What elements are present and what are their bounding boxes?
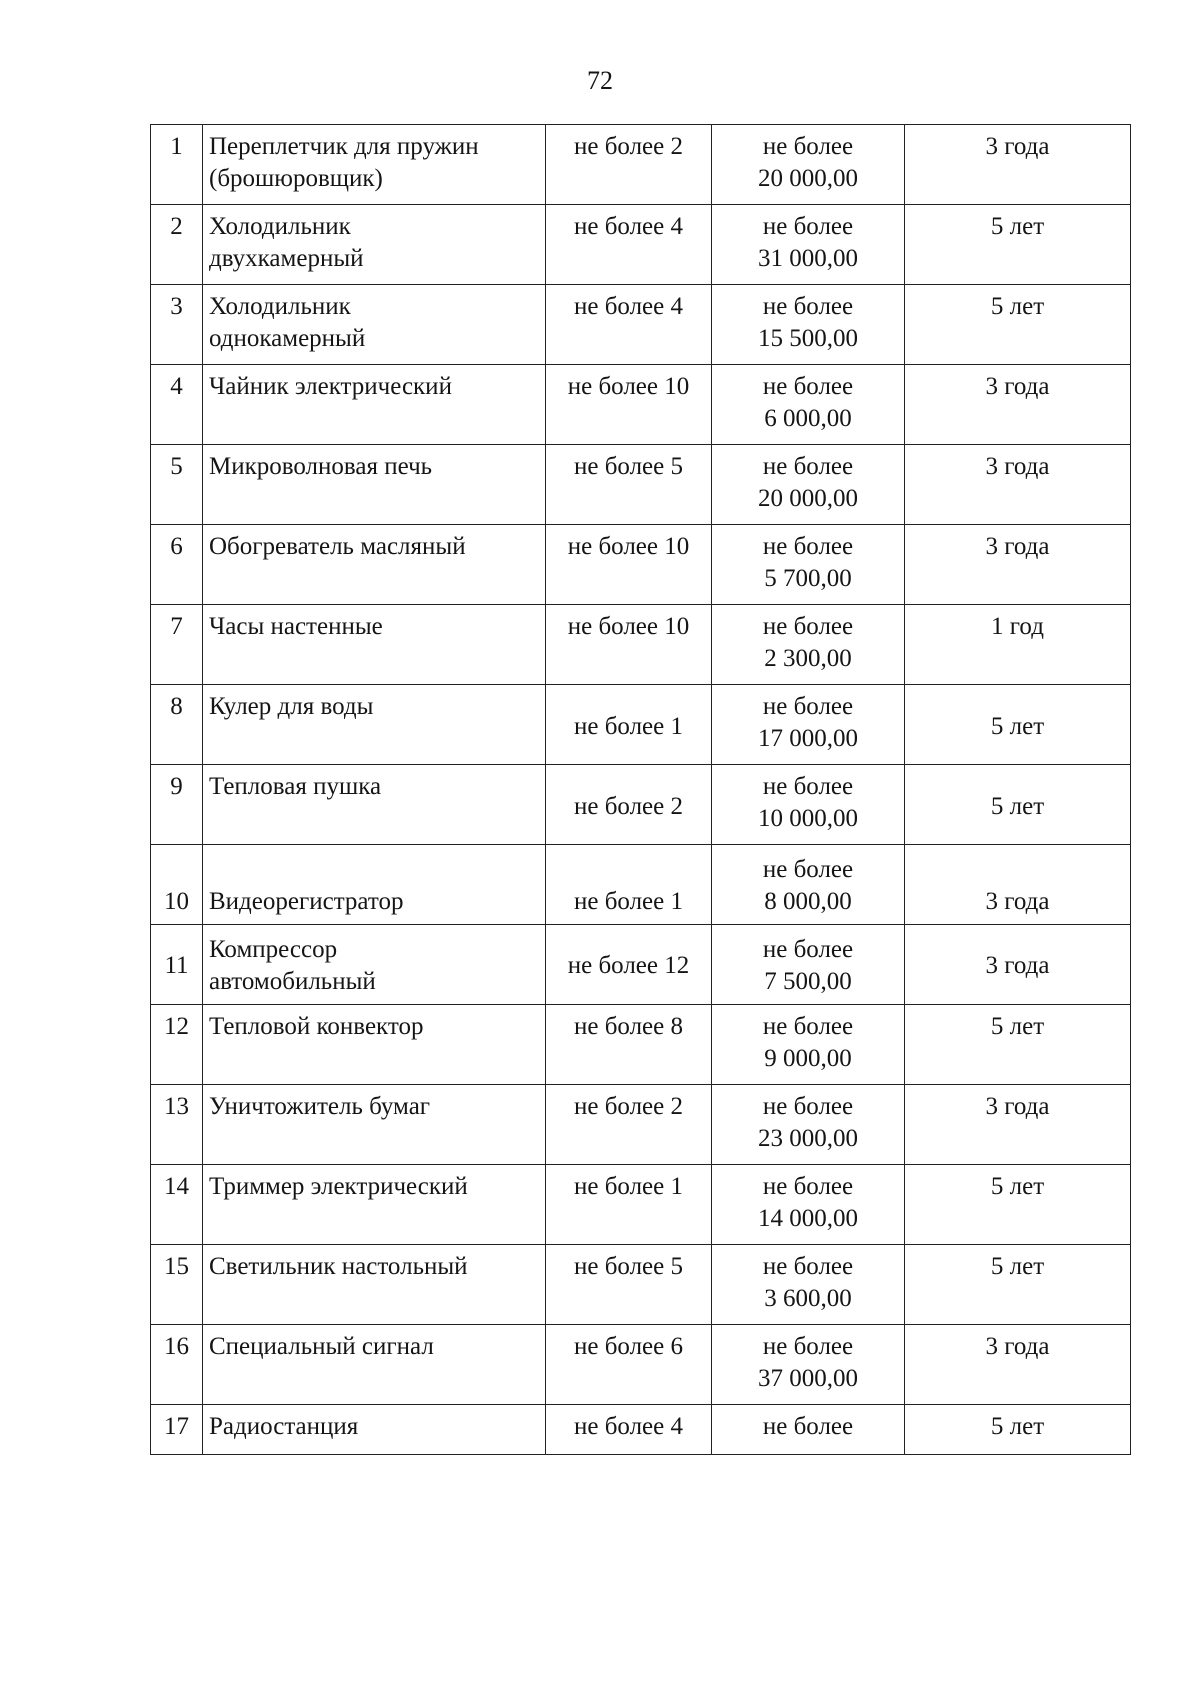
item-name-cell (203, 125, 546, 205)
table-row (151, 845, 1131, 925)
price-cell-line: не более (762, 1413, 854, 1440)
row-number-cell: 14 (151, 1165, 203, 1245)
table-row (151, 205, 1131, 285)
item-name-cell (203, 685, 546, 765)
row-number-cell: 15 (151, 1245, 203, 1325)
item-name-cell (203, 365, 546, 445)
service-term-cell: 5 лет (905, 285, 1131, 365)
quantity-cell: не более 1 (546, 845, 712, 925)
price-cell-line: 2 300,00 (764, 645, 852, 672)
item-name-cell-line: Холодильник (209, 293, 351, 320)
service-term-cell: 3 года (905, 365, 1131, 445)
price-cell-line: не более (762, 1333, 854, 1360)
item-name-cell-line: (брошюровщик) (209, 165, 383, 192)
quantity-cell: не более 4 (546, 1405, 712, 1455)
price-cell-line: 10 000,00 (758, 805, 858, 832)
table-row (151, 925, 1131, 1005)
service-term-cell: 5 лет (905, 205, 1131, 285)
quantity-cell: не более 4 (546, 205, 712, 285)
price-cell-line: 9 000,00 (764, 1045, 852, 1072)
row-number-cell: 16 (151, 1325, 203, 1405)
price-cell-line: не более (762, 533, 854, 560)
item-name-cell-line: Чайник электрический (209, 373, 452, 400)
item-name-cell (203, 1005, 546, 1085)
quantity-cell: не более 10 (546, 365, 712, 445)
item-name-cell-line: Тепловой конвектор (209, 1013, 424, 1040)
service-term-cell: 3 года (905, 1325, 1131, 1405)
price-cell (712, 205, 905, 285)
row-number-cell: 8 (151, 685, 203, 765)
price-cell-line: не более (762, 935, 854, 963)
item-name-cell-line: Обогреватель масляный (209, 533, 466, 560)
price-cell (712, 925, 905, 1005)
price-cell (712, 1325, 905, 1405)
item-name-cell-line: автомобильный (209, 967, 376, 995)
row-number-cell: 11 (151, 925, 203, 1005)
table-row (151, 525, 1131, 605)
price-cell (712, 605, 905, 685)
price-cell-line: не более (762, 1253, 854, 1280)
price-cell-line: не более (762, 773, 854, 800)
item-name-cell-line: Светильник настольный (209, 1253, 468, 1280)
price-cell-line: не более (762, 613, 854, 640)
item-name-cell-line: Уничтожитель бумаг (209, 1093, 431, 1120)
item-name-cell (203, 925, 546, 1005)
item-name-cell-line: Тепловая пушка (209, 773, 382, 800)
row-number-cell: 12 (151, 1005, 203, 1085)
row-number-cell: 13 (151, 1085, 203, 1165)
service-term-cell: 5 лет (905, 1405, 1131, 1455)
price-cell-line: не более (762, 856, 854, 883)
quantity-cell: не более 5 (546, 445, 712, 525)
price-cell-line: 3 600,00 (764, 1285, 852, 1312)
table-row (151, 1405, 1131, 1455)
service-term-cell: 3 года (905, 925, 1131, 1005)
row-number-cell: 9 (151, 765, 203, 845)
quantity-cell: не более 8 (546, 1005, 712, 1085)
table-row (151, 765, 1131, 845)
price-cell (712, 685, 905, 765)
item-name-cell-line: Часы настенные (209, 613, 383, 640)
row-number-cell: 17 (151, 1405, 203, 1455)
price-cell-line: не более (762, 1093, 854, 1120)
table-row (151, 1005, 1131, 1085)
item-name-cell (203, 605, 546, 685)
price-cell-line: не более (762, 1013, 854, 1040)
item-name-cell (203, 445, 546, 525)
items-table (150, 124, 1131, 1455)
service-term-cell: 5 лет (905, 1165, 1131, 1245)
item-name-cell-line: Микроволновая печь (209, 453, 433, 480)
item-name-cell (203, 285, 546, 365)
service-term-cell: 3 года (905, 445, 1131, 525)
table-row (151, 125, 1131, 205)
service-term-cell: 5 лет (905, 765, 1131, 845)
row-number-cell: 7 (151, 605, 203, 685)
quantity-cell: не более 10 (546, 605, 712, 685)
item-name-cell-line: Компрессор (209, 935, 338, 963)
price-cell-line: не более (762, 1173, 854, 1200)
service-term-cell: 3 года (905, 125, 1131, 205)
item-name-cell (203, 205, 546, 285)
service-term-cell: 1 год (905, 605, 1131, 685)
item-name-cell-line: Специальный сигнал (209, 1333, 434, 1360)
item-name-cell (203, 765, 546, 845)
price-cell-line: 37 000,00 (758, 1365, 858, 1392)
service-term-cell: 3 года (905, 845, 1131, 925)
quantity-cell: не более 12 (546, 925, 712, 1005)
quantity-cell: не более 1 (546, 685, 712, 765)
table-row (151, 445, 1131, 525)
service-term-cell: 3 года (905, 525, 1131, 605)
price-cell-line: 20 000,00 (758, 485, 858, 512)
price-cell-line: 8 000,00 (764, 888, 852, 915)
price-cell-line: не более (762, 293, 854, 320)
row-number-cell: 3 (151, 285, 203, 365)
quantity-cell: не более 2 (546, 1085, 712, 1165)
table-row (151, 605, 1131, 685)
price-cell-line: 20 000,00 (758, 165, 858, 192)
service-term-cell: 3 года (905, 1085, 1131, 1165)
price-cell (712, 525, 905, 605)
service-term-cell: 5 лет (905, 685, 1131, 765)
row-number-cell: 10 (151, 845, 203, 925)
table-row (151, 1165, 1131, 1245)
row-number-cell: 1 (151, 125, 203, 205)
item-name-cell (203, 1325, 546, 1405)
row-number-cell: 6 (151, 525, 203, 605)
quantity-cell: не более 2 (546, 765, 712, 845)
item-name-cell-line: Холодильник (209, 213, 351, 240)
price-cell-line: 15 500,00 (758, 325, 858, 352)
quantity-cell: не более 1 (546, 1165, 712, 1245)
price-cell (712, 1165, 905, 1245)
row-number-cell: 5 (151, 445, 203, 525)
price-cell-line: не более (762, 693, 854, 720)
table-row (151, 1325, 1131, 1405)
price-cell-line: не более (762, 133, 854, 160)
item-name-cell-line: Кулер для воды (209, 693, 374, 720)
quantity-cell: не более 5 (546, 1245, 712, 1325)
row-number-cell: 2 (151, 205, 203, 285)
table-row (151, 1245, 1131, 1325)
item-name-cell (203, 1405, 546, 1455)
price-cell-line: не более (762, 373, 854, 400)
item-name-cell (203, 845, 546, 925)
item-name-cell (203, 525, 546, 605)
price-cell-line: 5 700,00 (764, 565, 852, 592)
quantity-cell: не более 6 (546, 1325, 712, 1405)
price-cell (712, 1245, 905, 1325)
item-name-cell-line: однокамерный (209, 325, 366, 352)
items-table-body (151, 125, 1131, 1455)
price-cell (712, 1005, 905, 1085)
price-cell-line: 31 000,00 (758, 245, 858, 272)
table-row (151, 285, 1131, 365)
price-cell (712, 845, 905, 925)
service-term-cell: 5 лет (905, 1245, 1131, 1325)
price-cell-line: 6 000,00 (764, 405, 852, 432)
price-cell-line: 7 500,00 (764, 967, 852, 995)
item-name-cell (203, 1085, 546, 1165)
service-term-cell: 5 лет (905, 1005, 1131, 1085)
price-cell (712, 1405, 905, 1455)
item-name-cell (203, 1245, 546, 1325)
price-cell (712, 445, 905, 525)
table-row (151, 1085, 1131, 1165)
item-name-cell-line: Видеорегистратор (209, 888, 404, 915)
price-cell (712, 765, 905, 845)
quantity-cell: не более 2 (546, 125, 712, 205)
price-cell-line: 23 000,00 (758, 1125, 858, 1152)
price-cell-line: 14 000,00 (758, 1205, 858, 1232)
item-name-cell-line: Радиостанция (209, 1413, 359, 1440)
price-cell (712, 365, 905, 445)
item-name-cell-line: Переплетчик для пружин (209, 133, 479, 160)
quantity-cell: не более 4 (546, 285, 712, 365)
price-cell (712, 1085, 905, 1165)
price-cell-line: не более (762, 453, 854, 480)
item-name-cell-line: Триммер электрический (209, 1173, 468, 1200)
item-name-cell-line: двухкамерный (209, 245, 364, 272)
quantity-cell: не более 10 (546, 525, 712, 605)
page-number: 72 (587, 66, 613, 95)
table-row (151, 685, 1131, 765)
row-number-cell: 4 (151, 365, 203, 445)
price-cell (712, 285, 905, 365)
price-cell (712, 125, 905, 205)
item-name-cell (203, 1165, 546, 1245)
table-row (151, 365, 1131, 445)
price-cell-line: не более (762, 213, 854, 240)
price-cell-line: 17 000,00 (758, 725, 858, 752)
